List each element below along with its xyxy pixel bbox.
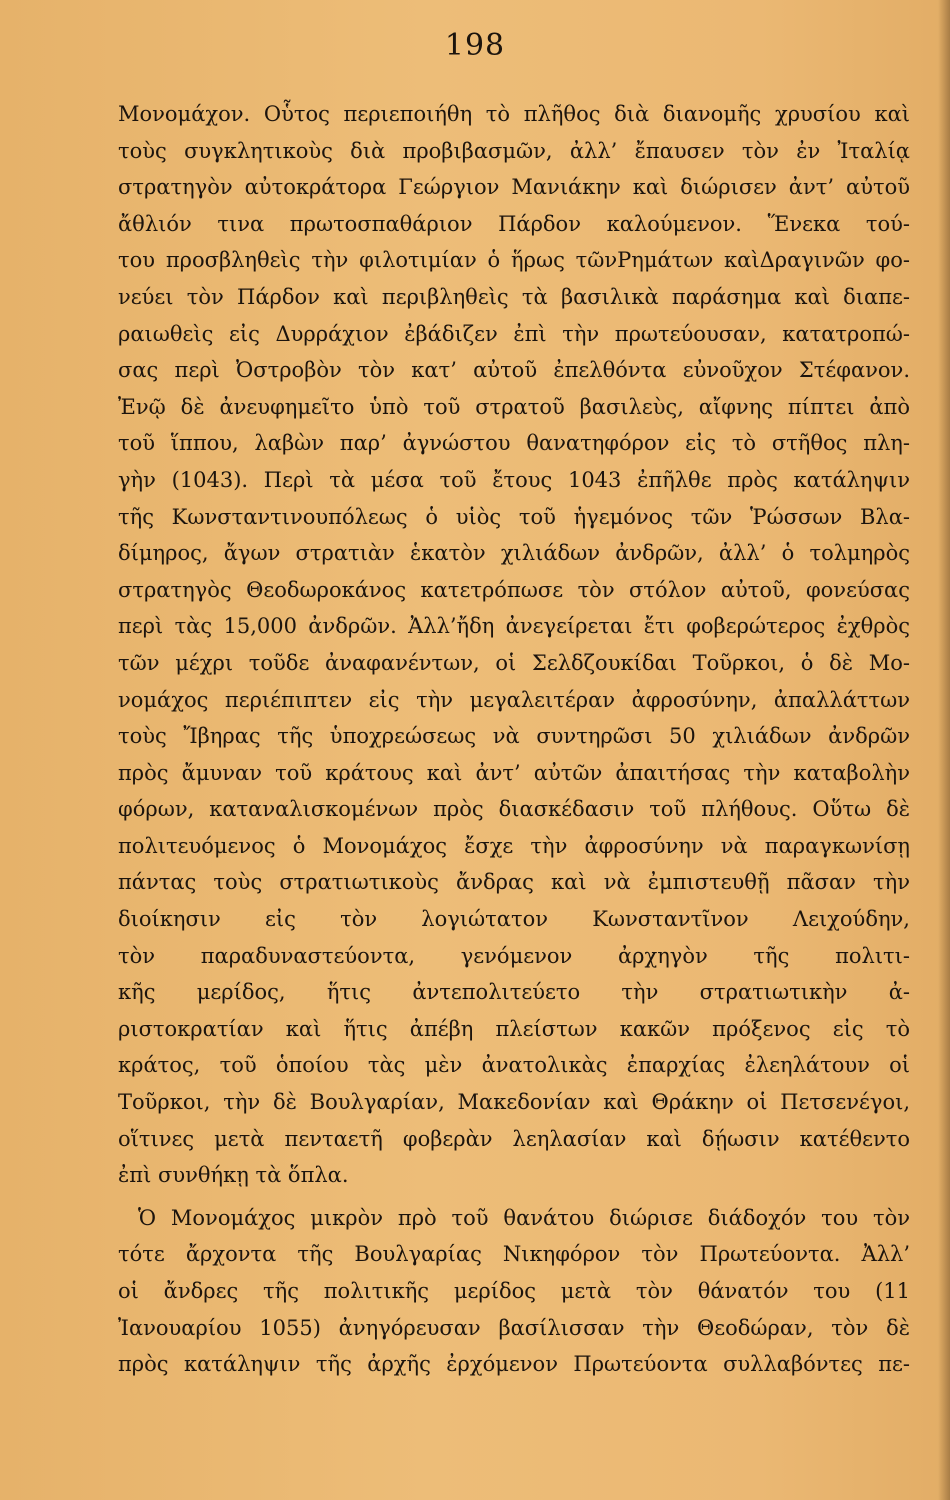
text-line: τὸν παραδυναστεύοντα, γενόμενον ἀρχηγὸν τῆς πολιτι- <box>118 943 910 968</box>
text-line: ἐπὶ συνθήκῃ τὰ ὅπλα. <box>118 1163 349 1188</box>
text-line: τῶν μέχρι τοῦδε ἀναφανέντων, οἱ Σελδζουκίδαι Τοῦρκοι, ὁ δὲ Μο- <box>118 650 910 675</box>
text-line: οἵτινες μετὰ πενταετῆ φοβερὰν λεηλασίαν καὶ δῄωσιν κατέθεντο <box>118 1126 910 1151</box>
text-line: κράτος, τοῦ ὁποίου τὰς μὲν ἀνατολικὰς ἐπαρχίας ἐλεηλάτουν οἱ <box>118 1053 910 1078</box>
text-line: φόρων, καταναλισκομένων πρὸς διασκέδασιν τοῦ πλήθους. Οὕτω δὲ <box>118 797 910 822</box>
page-number: 198 <box>444 28 506 63</box>
text-line: οἱ ἄνδρες τῆς πολιτικῆς μερίδος μετὰ τὸν θάνατόν του (11 <box>118 1279 910 1303</box>
text-line: νομάχος περιέπιπτεν εἰς τὴν μεγαλειτέραν ἀφροσύνην, ἀπαλλάττων <box>118 687 910 712</box>
text-line: πάντας τοὺς στρατιωτικοὺς ἄνδρας καὶ νὰ ἐμπιστευθῇ πᾶσαν τὴν <box>118 870 910 895</box>
page-edge-shadow <box>938 0 950 1500</box>
text-line: Τοῦρκοι, τὴν δὲ Βουλγαρίαν, Μακεδονίαν καὶ Θράκην οἱ Πετσενέγοι, <box>118 1090 910 1115</box>
text-line: τοὺς συγκλητικοὺς διὰ προβιβασμῶν, ἀλλ’ ἔπαυσεν τὸν ἐν Ἰταλίᾳ <box>118 138 910 163</box>
text-line: ριστοκρατίαν καὶ ἥτις ἀπέβη πλείστων κακῶν πρόξενος εἰς τὸ <box>118 1016 910 1041</box>
text-line: κῆς μερίδος, ἥτις ἀντεπολιτεύετο τὴν στρατιωτικὴν ἀ- <box>118 980 910 1005</box>
text-line: ἄθλιόν τινα πρωτοσπαθάριον Πάρδον καλούμενον. Ἕνεκα τού- <box>118 211 910 236</box>
text-line: στρατηγὸς Θεοδωροκάνος κατετρόπωσε τὸν στόλον αὐτοῦ, φονεύσας <box>118 577 910 602</box>
text-line: πρὸς κατάληψιν τῆς ἀρχῆς ἐρχόμενον Πρωτεύοντα συλλαβόντες πε- <box>118 1352 910 1377</box>
text-line: Ὁ Μονομάχος μικρὸν πρὸ τοῦ θανάτου διώρισε διάδοχόν του τὸν <box>138 1205 910 1230</box>
text-line: πολιτευόμενος ὁ Μονομάχος ἔσχε τὴν ἀφροσύνην νὰ παραγκωνίσῃ <box>118 833 910 858</box>
text-line: τοὺς Ἴβηρας τῆς ὑποχρεώσεως νὰ συντηρῶσι 50 χιλιάδων ἀνδρῶν <box>118 724 910 749</box>
text-line: πρὸς ἄμυναν τοῦ κράτους καὶ ἀντ’ αὐτῶν ἀπαιτήσας τὴν καταβολὴν <box>118 760 910 785</box>
text-line: διοίκησιν εἰς τὸν λογιώτατον Κωνσταντῖνον Λειχούδην, <box>118 907 910 932</box>
text-line: γὴν (1043). Περὶ τὰ μέσα τοῦ ἔτους 1043 ἐπῆλθε πρὸς κατάληψιν <box>118 467 910 492</box>
body-text <box>118 96 910 1383</box>
text-line: περὶ τὰς 15,000 ἀνδρῶν. Ἀλλ’ἤδη ἀνεγείρεται ἔτι φοβερώτερος ἐχθρὸς <box>118 614 910 639</box>
text-line: στρατηγὸν αὐτοκράτορα Γεώργιον Μανιάκην καὶ διώρισεν ἀντ’ αὐτοῦ <box>118 175 910 200</box>
text-line: δίμηρος, ἄγων στρατιὰν ἑκατὸν χιλιάδων ἀνδρῶν, ἀλλ’ ὁ τολμηρὸς <box>118 541 910 566</box>
text-line: τότε ἄρχοντα τῆς Βουλγαρίας Νικηφόρον τὸν Πρωτεύοντα. Ἀλλ’ <box>118 1242 910 1267</box>
text-line: νεύει τὸν Πάρδον καὶ περιβληθεὶς τὰ βασιλικὰ παράσημα καὶ διαπε- <box>118 284 910 309</box>
text-line: του προσβληθεὶς τὴν φιλοτιμίαν ὁ ἥρως τῶνΡημάτων καὶΔραγινῶν φο- <box>118 248 910 273</box>
text-line: τοῦ ἵππου, λαβὼν παρ’ ἀγνώστου θανατηφόρον εἰς τὸ στῆθος πλη- <box>118 431 910 456</box>
text-line: Ἰανουαρίου 1055) ἀνηγόρευσαν βασίλισσαν τὴν Θεοδώραν, τὸν δὲ <box>118 1315 910 1340</box>
text-line: σας περὶ Ὀστροβὸν τὸν κατ’ αὐτοῦ ἐπελθόντα εὐνοῦχον Στέφανον. <box>118 358 910 383</box>
text-line: ραιωθεὶς εἰς Δυρράχιον ἐβάδιζεν ἐπὶ τὴν πρωτεύουσαν, κατατροπώ- <box>118 321 910 346</box>
text-line: Μονομάχον. Οὗτος περιεποιήθη τὸ πλῆθος διὰ διανομῆς χρυσίου καὶ <box>118 102 910 126</box>
text-line: τῆς Κωνσταντινουπόλεως ὁ υἱὸς τοῦ ἡγεμόνος τῶν Ῥώσσων Βλα- <box>118 504 910 529</box>
text-line: Ἐνῷ δὲ ἀνευφημεῖτο ὑπὸ τοῦ στρατοῦ βασιλεὺς, αἴφνης πίπτει ἀπὸ <box>118 394 910 419</box>
